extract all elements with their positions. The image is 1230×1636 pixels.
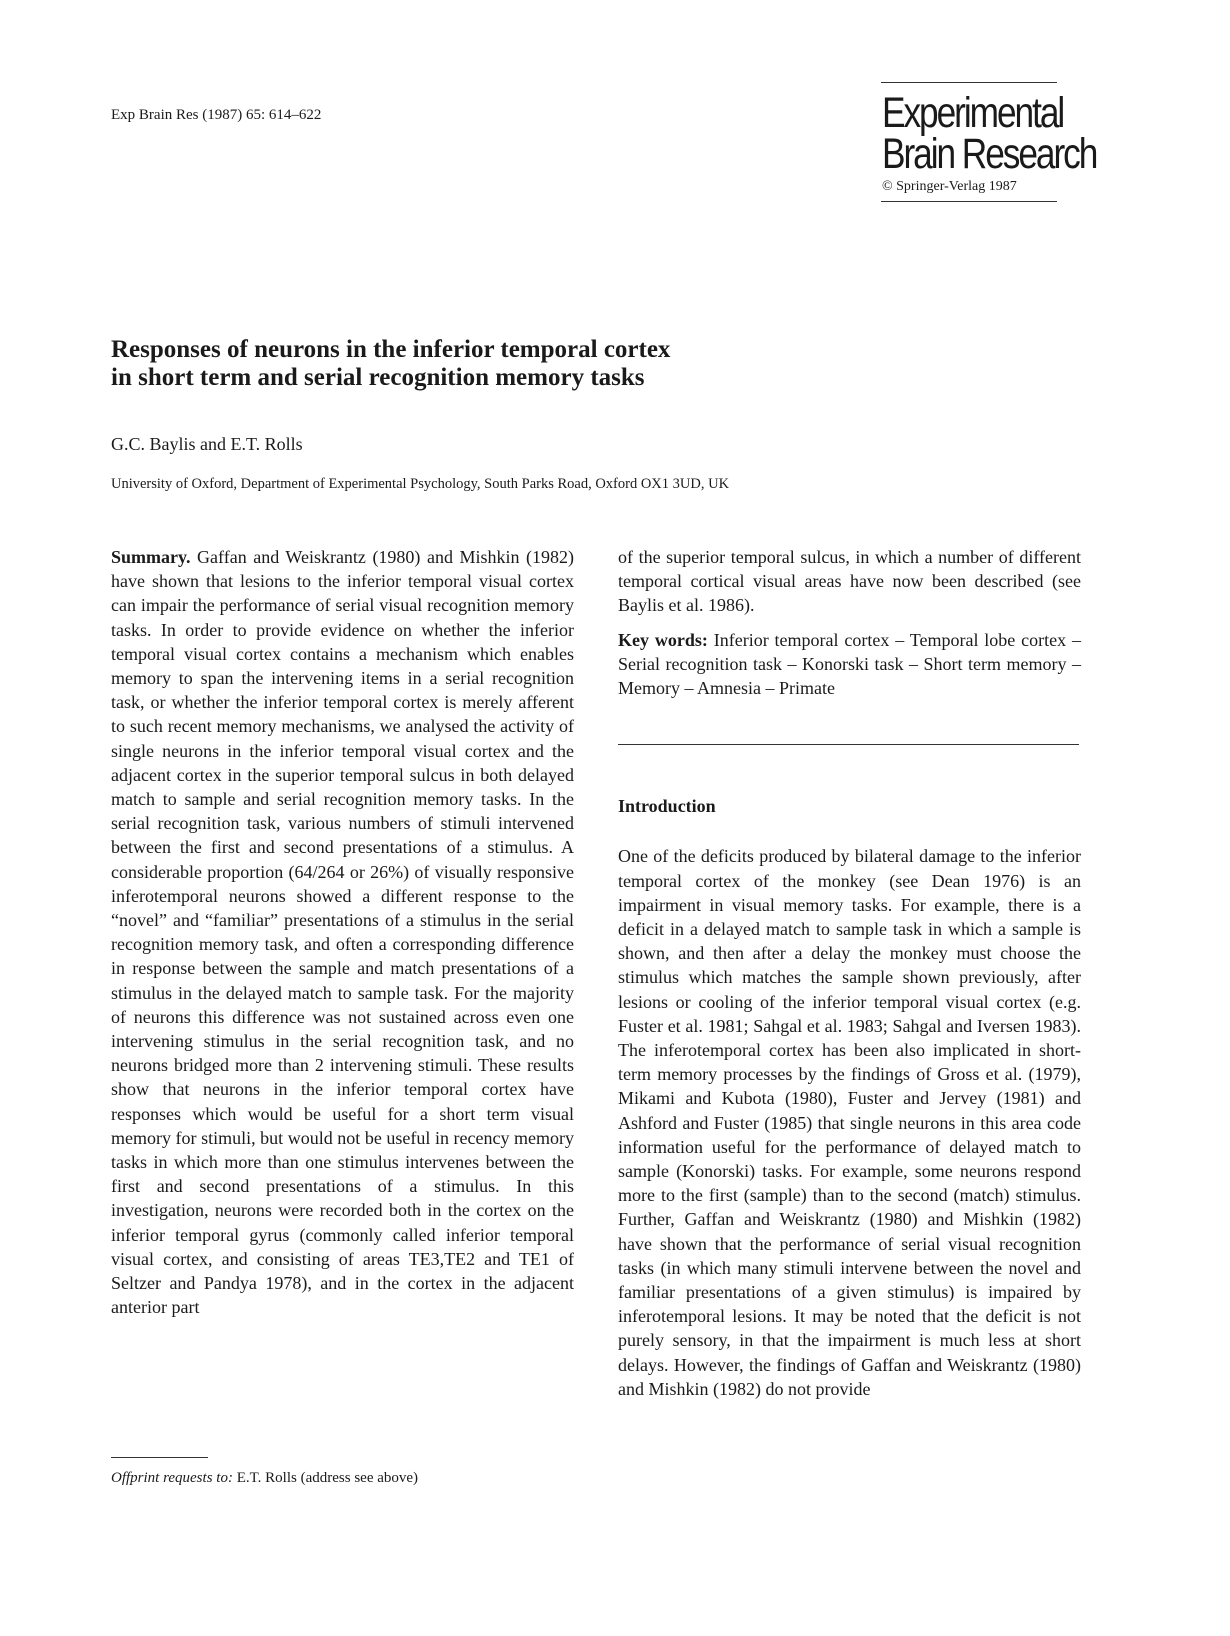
summary-text-left: Gaffan and Weiskrantz (1980) and Mishkin (1982) have shown that lesions to the inferior temporal visual cortex can impair the performance of serial visual recognition memory tasks. In order to provide evidence on whether the inferior temporal visual cortex contains a mechanism which enables memory to span the intervening items in a serial recognition task, or whether the inferior temporal cortex is merely afferent to such recent memory mechanisms, we analysed the activity of single neurons in the inferior temporal visual cortex and the adjacent cortex in the superior temporal sulcus in both delayed match to sample and serial recognition memory tasks. In the serial recognition task, various numbers of stimuli intervened between the first and second presentations of a stimulus. A considerable proportion (64/264 or 26%) of visually responsive inferotemporal neurons showed a different response to the “novel” and “familiar” presentations of a stimulus in the serial recognition memory task, and often a corresponding difference in response between the sample and match presentations of a stimulus in the delayed match to sample task. For the majority of neurons this difference was not sustained across even one intervening stimulus in the serial recognition task, and no neurons bridged more than 2 intervening stimuli. These results show that neurons in the inferior temporal cortex have responses which would be useful for a short term visual memory for stimuli, but would not be useful in recency memory tasks in which more than one stimulus intervenes between the first and second presentations of a stimulus. In this investigation, neurons were recorded both in the cortex on the inferior temporal gyrus (commonly called inferior temporal visual cortex, and consisting of areas TE3,TE2 and TE1 of Seltzer and Pandya 1978), and in the cortex in the adjacent anterior part (111, 547, 574, 1318)
keywords-label: Key words: (618, 629, 708, 650)
summary-label: Summary. (111, 547, 191, 567)
article-title (111, 336, 811, 392)
journal-name-line1: Experimental (882, 89, 1064, 137)
footnote (111, 1470, 418, 1487)
right-column (618, 545, 1081, 1401)
section-divider (618, 744, 1079, 745)
keywords-paragraph (618, 628, 1081, 701)
copyright-notice: © Springer-Verlag 1987 (882, 179, 1017, 194)
keywords-text: Inferior temporal cortex – Temporal lobe cortex – Serial recognition task – Konorski task – Short term memory – Memory – Amnesia – Primate (618, 629, 1081, 699)
authors: G.C. Baylis and E.T. Rolls (111, 434, 303, 454)
footnote-label: Offprint requests to: (111, 1470, 233, 1486)
journal-citation: Exp Brain Res (1987) 65: 614–622 (111, 107, 322, 123)
footnote-rule (111, 1457, 208, 1458)
title-line-1: Responses of neurons in the inferior temporal cortex (111, 336, 671, 363)
introduction-text: One of the deficits produced by bilateral damage to the inferior temporal cortex of the monkey (see Dean 1976) is an impairment in visual memory tasks. For example, there is a deficit in a delayed match to sample task in which a sample is shown, and then after a delay the monkey must choose the stimulus which matches the sample shown previously, after lesions or cooling of the inferior temporal visual cortex (e.g. Fuster et al. 1981; Sahgal et al. 1983; Sahgal and Iversen 1983). The inferotemporal cortex has been also implicated in short-term memory processes by the findings of Gross et al. (1979), Mikami and Kubota (1980), Fuster and Jervey (1981) and Ashford and Fuster (1985) that single neurons in this area code information useful for the performance of delayed match to sample (Konorski) tasks. For example, some neurons respond more to the first (sample) than to the second (match) stimulus. Further, Gaffan and Weiskrantz (1980) and Mishkin (1982) have shown that the performance of serial visual recognition tasks (in which many stimuli intervene between the novel and familiar presentations of a given stimulus) is impaired by inferotemporal lesions. It may be noted that the deficit is not purely sensory, in that the impairment is much less at short delays. However, the findings of Gaffan and Weiskrantz (1980) and Mishkin (1982) do not provide (618, 846, 1081, 1399)
introduction-heading: Introduction (618, 796, 716, 817)
journal-name-line2: Brain Research (882, 130, 1097, 178)
title-line-2: in short term and serial recognition memory tasks (111, 364, 645, 391)
summary-continuation: of the superior temporal sulcus, in which a number of different temporal cortical visual areas have now been described (see Baylis et al. 1986). (618, 547, 1081, 616)
journal-masthead (881, 82, 1097, 202)
masthead-top-rule (881, 82, 1057, 83)
footnote-text: E.T. Rolls (address see above) (236, 1470, 419, 1486)
summary-paragraph (111, 545, 574, 1320)
affiliation: University of Oxford, Department of Experimental Psychology, South Parks Road, Oxford OX1 3UD, UK (111, 476, 730, 492)
masthead-bottom-rule (881, 201, 1057, 202)
left-column (111, 545, 574, 1320)
